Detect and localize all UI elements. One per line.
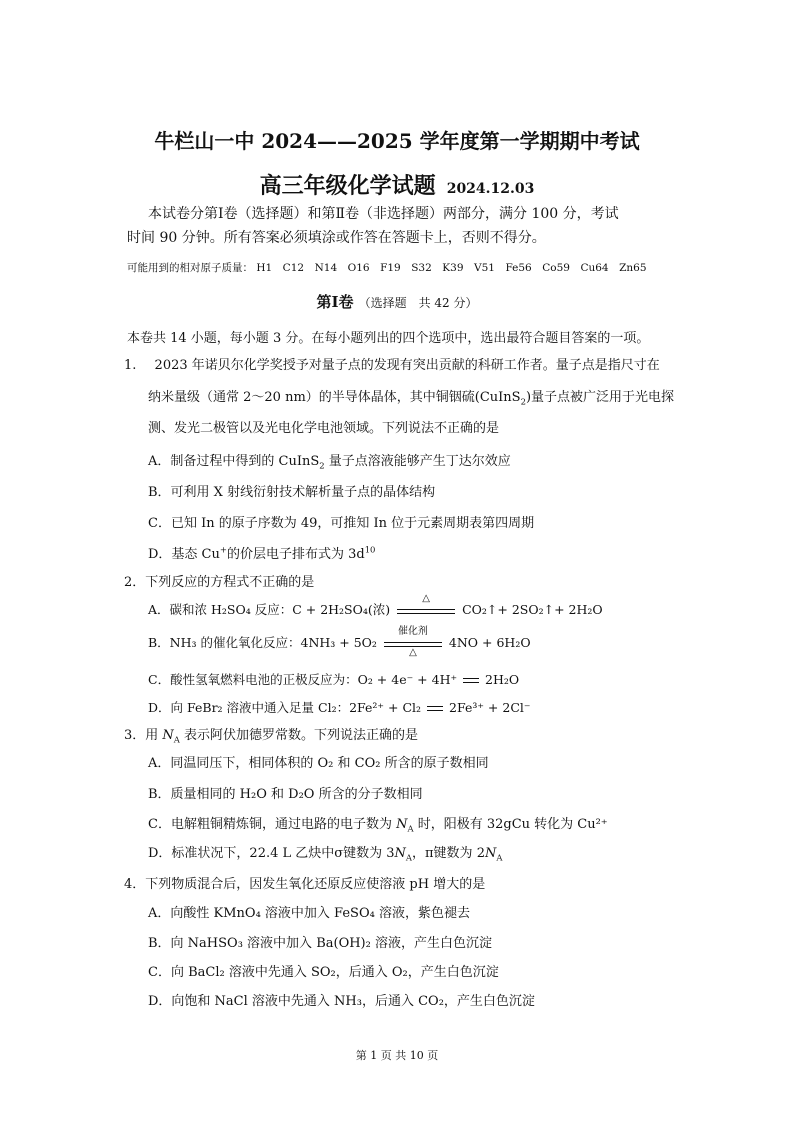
q2-option-a-products: CO₂↑+ 2SO₂↑+ 2H₂O <box>462 602 603 617</box>
q3-stem <box>124 728 419 745</box>
q3-option-b: B．质量相同的 H₂O 和 D₂O 所含的分子数相同 <box>148 787 423 802</box>
q2-option-a <box>148 592 603 617</box>
avogadro-symbol: N <box>162 728 174 743</box>
q1-stem-line-1 <box>124 359 660 372</box>
catalyst-condition: 催化剂 <box>397 625 428 637</box>
q1-option-d-prefix: D．基态 Cu <box>148 547 220 562</box>
q1-option-c: C．已知 In 的原子序数为 49，可推知 In 位于元素周期表第四周期 <box>148 516 535 531</box>
q2-option-d-text: D．向 FeBr₂ 溶液中通入足量 Cl₂：2Fe²⁺ + Cl₂ <box>148 700 422 715</box>
q2-stem: 2．下列反应的方程式不正确的是 <box>124 575 315 590</box>
q1-option-d: D．基态 Cu+的价层电子排布式为 $3d^{10}$ <box>148 544 376 562</box>
section-title: 第Ⅰ卷 <box>316 293 354 311</box>
q2-option-d <box>148 702 530 715</box>
intro-line-2: 时间 90 分钟。所有答案必须填涂或作答在答题卡上，否则不得分。 <box>127 230 546 246</box>
section-subtitle: （选择题 共 42 分） <box>358 296 478 310</box>
q2-option-c-products: 2H₂O <box>485 672 520 687</box>
q4-option-a: A．向酸性 KMnO₄ 溶液中加入 FeSO₄ 溶液，紫色褪去 <box>148 906 470 921</box>
q3-option-c-prefix: C．电解粗铜精炼铜，通过电路的电子数为 <box>148 817 397 832</box>
avogadro-subscript: A <box>173 734 180 745</box>
atomic-masses-values: H1 C12 N14 O16 F19 S32 K39 V51 Fe56 Co59 Cu64 Zn65 <box>256 262 647 274</box>
exam-date: 2024.12.03 <box>446 181 535 197</box>
section-instructions: 本卷共 14 小题，每小题 3 分。在每小题列出的四个选项中，选出最符合题目答案的一项。 <box>127 331 650 346</box>
heat-condition: △ <box>422 592 430 604</box>
q1-stem-text-1: 2023 年诺贝尔化学奖授予对量子点的发现有突出贡献的科研工作者。量子点是指尺寸在 <box>154 358 660 373</box>
page-number: 第 1 页 共 10 页 <box>355 1049 439 1062</box>
q1-option-b: B．可利用 X 射线衍射技术解析量子点的晶体结构 <box>148 485 436 500</box>
q1-stem-line-2: 纳米量级（通常 2～20 nm）的半导体晶体，其中铜铟硫(CuInS$_2$)量子点被广泛用于光电探 <box>148 390 675 407</box>
q4-stem: 4．下列物质混合后，因发生氧化还原反应使溶液 pH 增大的是 <box>124 877 486 892</box>
intro-line-1: 本试卷分第Ⅰ卷（选择题）和第Ⅱ卷（非选择题）两部分，满分 100 分，考试 <box>148 206 619 222</box>
q3-stem-suffix: 表示阿伏加德罗常数。下列说法正确的是 <box>179 728 419 743</box>
reaction-arrow-heat <box>397 592 455 617</box>
q3-option-d-prefix: D．标准状况下，22.4 L 乙炔中σ键数为 3 <box>148 846 395 861</box>
q1-stem-text-2a: 纳米量级（通常 2～20 nm）的半导体晶体，其中铜铟硫(CuInS <box>148 390 521 405</box>
atomic-masses-label: 可能用到的相对原子质量： <box>127 262 253 274</box>
q3-option-d-mid: ，π键数为 2 <box>412 846 485 861</box>
q3-option-d: D．标准状况下，22.4 L 乙炔中σ键数为 $3N_A$，π键数为 $2N_A$ <box>148 846 503 863</box>
q2-option-c <box>148 674 519 687</box>
q2-option-b-products: 4NO + 6H₂O <box>448 635 531 650</box>
equals-sign <box>463 677 479 685</box>
q1-option-a: A．制备过程中得到的 CuInS$_2$ 量子点溶液能够产生丁达尔效应 <box>148 454 511 471</box>
q3-option-c: C．电解粗铜精炼铜，通过电路的电子数为 $N_A$ 时，阳极有 32gCu 转化为 Cu²⁺ <box>148 817 608 834</box>
q3-option-a: A．同温同压下，相同体积的 O₂ 和 CO₂ 所含的原子数相同 <box>148 756 489 771</box>
catalyst-heat-condition: △ <box>409 646 417 658</box>
q4-option-d: D．向饱和 NaCl 溶液中先通入 NH₃，后通入 CO₂，产生白色沉淀 <box>148 994 535 1009</box>
q3-stem-prefix: 3．用 <box>124 728 163 743</box>
school-exam-title: 牛栏山一中 2024——2025 学年度第一学期期中考试 <box>154 129 640 153</box>
reaction-arrow-catalyst <box>384 625 442 658</box>
q1-option-d-mid: 的价层电子排布式为 3d <box>226 547 365 562</box>
exam-title: 高三年级化学试题 <box>259 173 436 199</box>
q2-option-c-text: C．酸性氢氧燃料电池的正极反应为：O₂ + 4e⁻ + 4H⁺ <box>148 672 458 687</box>
q2-option-b <box>148 625 531 658</box>
exam-title-row <box>0 175 794 197</box>
q2-option-a-text: A．碳和浓 H₂SO₄ 反应：C + 2H₂SO₄(浓) <box>148 602 391 617</box>
q1-stem-line-3: 测、发光二极管以及光电化学电池领域。下列说法不正确的是 <box>148 421 500 436</box>
q4-option-b: B．向 NaHSO₃ 溶液中加入 Ba(OH)₂ 溶液，产生白色沉淀 <box>148 936 492 951</box>
q2-option-b-text: B．NH₃ 的催化氧化反应：4NH₃ + 5O₂ <box>148 635 377 650</box>
q1-option-a-prefix: A．制备过程中得到的 CuInS <box>148 454 320 469</box>
q1-option-a-suffix: 量子点溶液能够产生丁达尔效应 <box>324 454 511 469</box>
q1-stem-text-2b: )量子点被广泛用于光电探 <box>525 390 675 405</box>
q3-option-c-suffix: 时，阳极有 32gCu 转化为 Cu²⁺ <box>413 817 608 832</box>
section-title-row <box>0 294 794 310</box>
q2-option-d-products: 2Fe³⁺ + 2Cl⁻ <box>449 700 531 715</box>
q1-number: 1. <box>124 358 137 373</box>
equals-sign <box>427 705 443 713</box>
q4-option-c: C．向 BaCl₂ 溶液中先通入 SO₂，后通入 O₂，产生白色沉淀 <box>148 965 499 980</box>
atomic-masses <box>127 263 647 274</box>
